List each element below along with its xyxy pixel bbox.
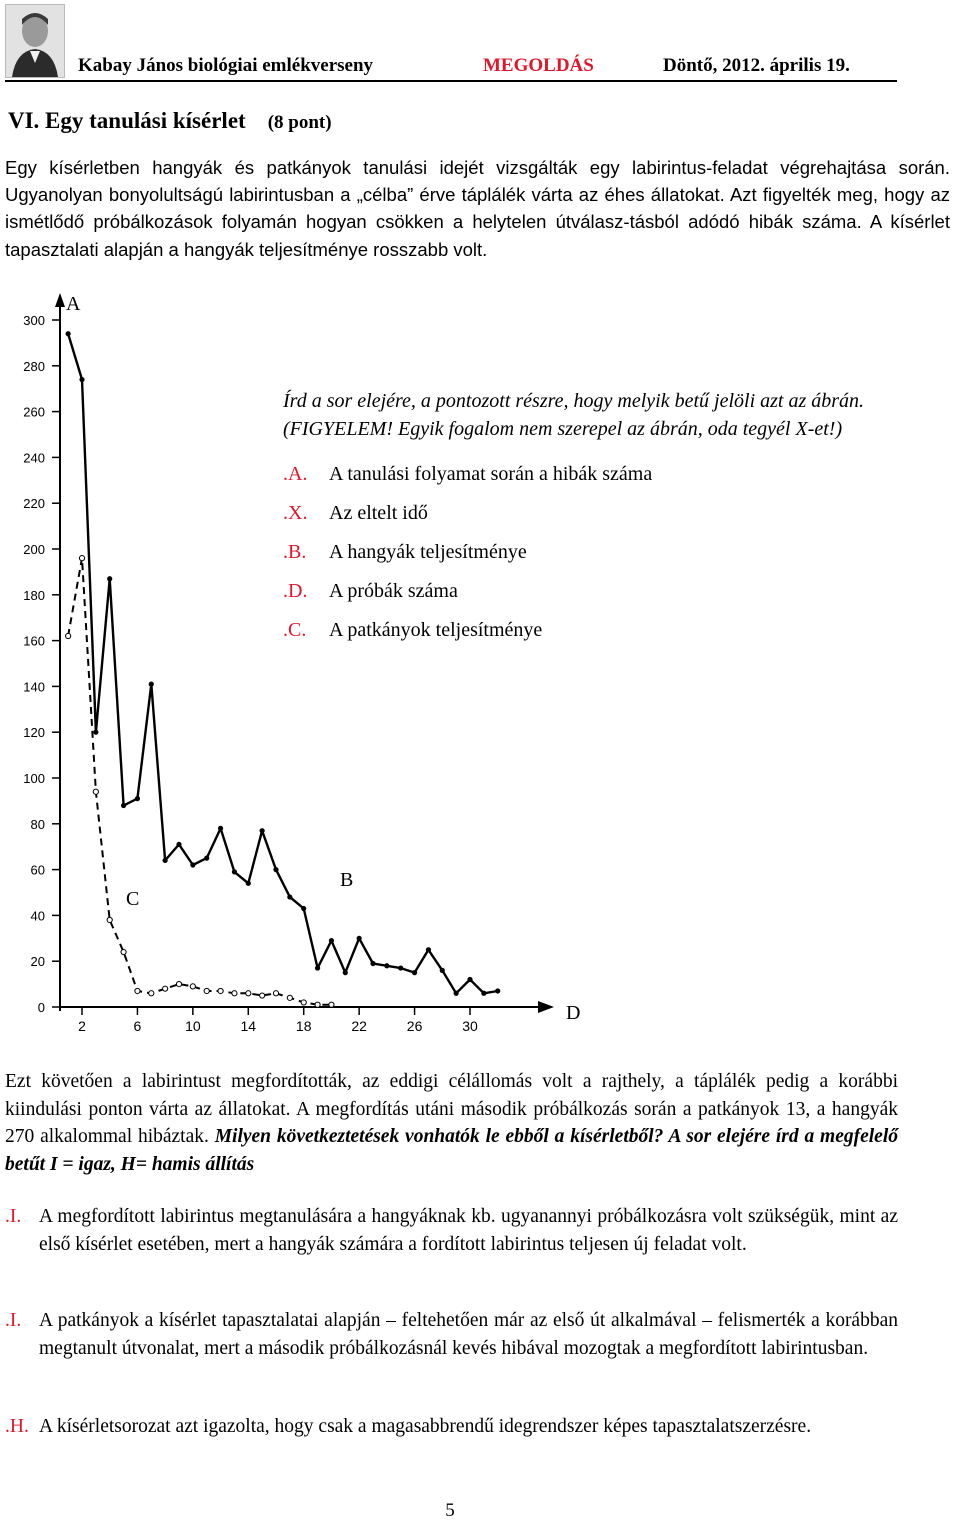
y-tick-label: 160: [23, 633, 45, 649]
quiz-item: [283, 611, 883, 650]
data-point: [412, 970, 417, 975]
y-tick-label: 20: [30, 954, 45, 970]
data-point: [176, 842, 181, 847]
statement-text: A kísérletsorozat azt igazolta, hogy csak a magasabbrendű idegrendszer képes tapasztalatszerzésre.: [39, 1416, 812, 1437]
data-point: [260, 828, 265, 833]
statement-item: [5, 1203, 898, 1258]
data-point: [454, 991, 459, 996]
data-point: [315, 1002, 320, 1007]
data-point: [246, 881, 251, 886]
section-points: (8 pont): [267, 112, 332, 133]
x-tick-label: 30: [462, 1018, 478, 1034]
data-point: [273, 991, 278, 996]
header-line: [78, 52, 898, 80]
data-point: [384, 963, 389, 968]
x-tick-label: 18: [295, 1018, 312, 1034]
data-point: [163, 858, 168, 863]
page-header: [0, 0, 960, 82]
quiz-item-label: A patkányok teljesítménye: [329, 619, 543, 641]
quiz-answer-key: .C.: [283, 619, 307, 641]
y-tick-label: 300: [23, 313, 45, 328]
quiz-answer-key: .B.: [283, 541, 307, 563]
data-point: [329, 1002, 334, 1007]
y-tick-label: 0: [37, 1000, 45, 1015]
data-point: [204, 988, 209, 993]
continuation-paragraph: [5, 1068, 898, 1178]
y-tick-label: 200: [23, 542, 45, 557]
quiz-items: [283, 455, 883, 650]
x-tick-label: 22: [351, 1018, 367, 1034]
data-point: [66, 633, 71, 638]
competition-name: Kabay János biológiai emlékverseny: [78, 55, 374, 76]
statement-text: A megfordított labirintus megtanulására a hangyáknak kb. ugyanannyi próbálkozásra volt szükségük, mint az első kísérlet esetében, mert a hangyák számára a fordított labirintus teljesen új feladat volt.: [39, 1206, 898, 1255]
data-point: [260, 993, 265, 998]
data-point: [495, 988, 500, 993]
statement-answer-key: .I.: [5, 1310, 22, 1331]
page-number: 5: [445, 1500, 455, 1521]
y-tick-label: 80: [30, 816, 45, 832]
data-point: [440, 968, 445, 973]
data-point: [107, 576, 112, 581]
series-letter-b: B: [340, 869, 354, 891]
round-date: Döntő, 2012. április 19.: [663, 55, 850, 76]
data-point: [218, 826, 223, 831]
continuation-question: Milyen következtetések vonhatók le ebből a kísérletből? A sor elejére írd a megfelelő betűt I = igaz, H= hamis állítás: [5, 1126, 898, 1175]
y-tick-label: 100: [23, 771, 45, 786]
data-point: [79, 556, 84, 561]
x-tick-label: 2: [78, 1018, 86, 1034]
data-point: [467, 977, 472, 982]
x-tick-label: 10: [185, 1018, 201, 1034]
y-tick-label: 60: [30, 862, 45, 878]
header-divider: [5, 80, 897, 82]
y-axis-arrow: [55, 293, 65, 307]
data-point: [301, 1000, 306, 1005]
statement-item: [5, 1307, 898, 1362]
data-point: [121, 949, 126, 954]
data-point: [287, 995, 292, 1000]
data-point: [93, 789, 98, 794]
series-letter-c: C: [126, 888, 140, 910]
y-tick-label: 240: [23, 450, 45, 466]
quiz-item-label: A hangyák teljesítménye: [329, 541, 527, 563]
y-tick-label: 260: [23, 404, 45, 420]
x-tick-label: 14: [240, 1018, 257, 1034]
data-point: [481, 991, 486, 996]
quiz-item: [283, 494, 883, 533]
data-point: [204, 856, 209, 861]
y-tick-label: 120: [23, 725, 45, 741]
data-point: [93, 730, 98, 735]
statement-answer-key: .H.: [5, 1416, 29, 1437]
data-point: [232, 869, 237, 874]
data-point: [301, 906, 306, 911]
data-point: [176, 982, 181, 987]
quiz-item-label: A próbák száma: [329, 580, 458, 602]
x-axis-arrow: [538, 1001, 554, 1013]
data-point: [190, 862, 195, 867]
x-axis-letter: D: [566, 1002, 581, 1024]
data-point: [357, 936, 362, 941]
data-point: [149, 991, 154, 996]
portrait-photo: [5, 4, 65, 78]
data-point: [273, 867, 278, 872]
quiz-instruction: Írd a sor elejére, a pontozott részre, hogy melyik betű jelöli azt az ábrán. (FIGYELEM! Egyik fogalom nem szerepel az ábrán, oda tegyél X-et!): [283, 390, 865, 440]
solution-label: MEGOLDÁS: [483, 55, 594, 76]
statement-text: A patkányok a kísérlet tapasztalatai alapján – feltehetően már az első út alkalmával – felismerték a korábban megtanult útvonalat, mert a második próbálkozásnál kevés hibával mozogtak a megfordított labirintusban.: [39, 1310, 898, 1359]
data-point: [218, 988, 223, 993]
data-point: [79, 377, 84, 382]
portrait-illustration: [6, 5, 64, 77]
quiz-item: [283, 455, 883, 494]
section-title-text: VI. Egy tanulási kísérlet: [8, 108, 246, 133]
data-point: [370, 961, 375, 966]
x-tick-label: 26: [406, 1018, 423, 1034]
statement-item: [5, 1413, 898, 1441]
y-tick-label: 280: [23, 358, 45, 374]
data-point: [426, 947, 431, 952]
data-point: [121, 803, 126, 808]
data-point: [66, 331, 71, 336]
quiz-answer-key: .A.: [283, 463, 308, 485]
data-point: [232, 991, 237, 996]
quiz-item-label: A tanulási folyamat során a hibák száma: [329, 463, 653, 485]
continuation-text: Ezt követően a labirintust megfordították, az eddigi célállomás volt a rajthely, a táplálék pedig a korábbi kiindulási ponton várta az állatokat. A megfordítás utáni második próbálkozás során a patkányok 13, a hangyák 270 alkalommal hibáztak.: [5, 1071, 898, 1147]
quiz-answer-key: .D.: [283, 580, 308, 602]
section-title: [8, 108, 332, 134]
data-point: [107, 917, 112, 922]
data-point: [329, 938, 334, 943]
data-point: [135, 796, 140, 801]
data-point: [135, 988, 140, 993]
x-tick-label: 6: [133, 1018, 142, 1034]
quiz-item-label: Az eltelt idő: [329, 502, 428, 524]
y-tick-label: 220: [23, 496, 45, 512]
data-point: [315, 965, 320, 970]
data-point: [287, 894, 292, 899]
y-tick-label: 140: [23, 679, 45, 695]
y-tick-label: 180: [23, 587, 45, 603]
quiz-answer-key: .X.: [283, 502, 308, 524]
intro-paragraph: Egy kísérletben hangyák és patkányok tanulási idejét vizsgálták egy labirintus-feladat végrehajtása során. Ugyanolyan bonyolultságú labirintusban a „célba” érve táplálék várta az éhes állatokat. Azt figyelték meg, hogy az ismétlődő próbálkozások folyamán hogyan csökken a helytelen útválasz-tásból adódó hibák száma. A kísérlet tapasztalati alapján a hangyák teljesítménye rosszabb volt.: [5, 157, 950, 260]
quiz-item: [283, 533, 883, 572]
data-point: [343, 970, 348, 975]
data-point: [163, 986, 168, 991]
statement-answer-key: .I.: [5, 1206, 22, 1227]
data-point: [246, 991, 251, 996]
data-point: [149, 682, 154, 687]
quiz-item: [283, 572, 883, 611]
data-point: [190, 984, 195, 989]
y-tick-label: 40: [30, 908, 45, 924]
labeling-quiz: [283, 388, 883, 650]
data-point: [398, 965, 403, 970]
y-axis-letter: A: [66, 293, 81, 315]
